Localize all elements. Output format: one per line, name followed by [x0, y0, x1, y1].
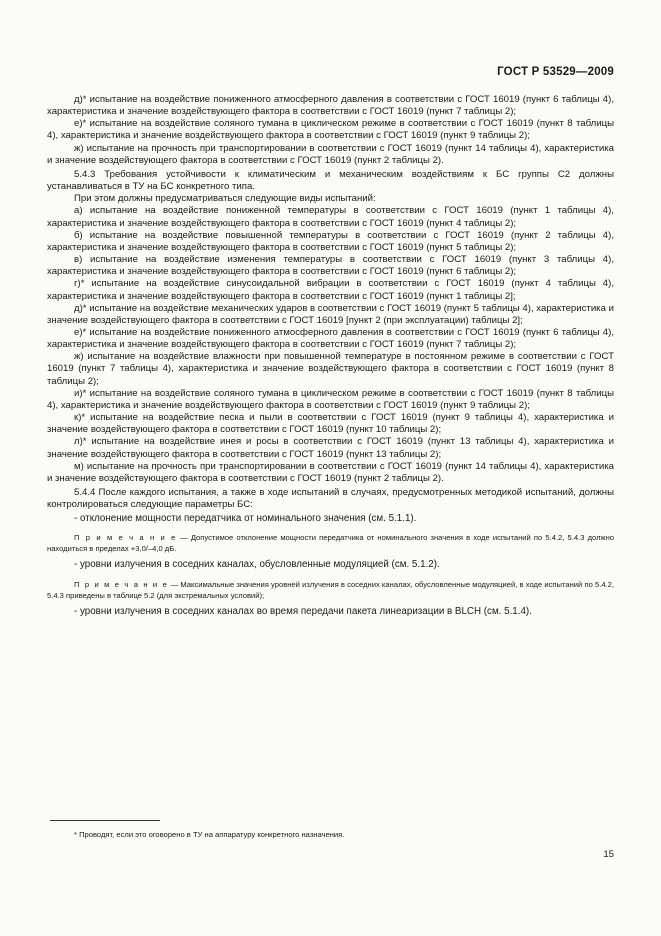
list-item-power-deviation: - отклонение мощности передатчика от номинального значения (см. 5.1.1). [74, 513, 417, 525]
paragraph-b-high-temp: б) испытание на воздействие повышенной температуры в соответствии с ГОСТ 16019 (пункт 2 таблицы 4), характеристика и значение воздействующего фактора в соответствии с ГОСТ 16019 (пункт 5 таблицы 2); [47, 229, 614, 253]
paragraph-l-frost-dew: л)* испытание на воздействие инея и росы в соответствии с ГОСТ 16019 (пункт 13 таблицы 4), характеристика и значение воздействующего фактора в соответствии с ГОСТ 16019 (пункт 13 таблицы 2); [47, 436, 614, 460]
paragraph-5-4-4: 5.4.4 После каждого испытания, а также в ходе испытаний в случаях, предусмотренных методикой испытаний, должны контролироваться следующие параметры БС: [47, 487, 614, 511]
paragraph-v-temp-change: в) испытание на воздействие изменения температуры в соответствии с ГОСТ 16019 (пункт 3 таблицы 4), характеристика и значение воздействующего фактора в соответствии с ГОСТ 16019 (пункт 6 таблицы 2); [47, 254, 614, 278]
paragraph-k-sand-dust: к)* испытание на воздействие песка и пыли в соответствии с ГОСТ 16019 (пункт 9 таблицы 4), характеристика и значение воздействующего фактора в соответствии с ГОСТ 16019 (пункт 10 таблицы 2); [47, 412, 614, 436]
document-page [47, 0, 614, 936]
note-label: П р и м е ч а н и е [74, 533, 177, 543]
paragraph-e-salt-fog: е)* испытание на воздействие соляного тумана в циклическом режиме в соответствии с ГОСТ 16019 (пункт 8 таблицы 4), характеристика и значение воздействующего фактора в соответствии с ГОСТ 16019 (пункт 9 таблицы 2); [47, 118, 614, 142]
note-text: — Допустимое отклонение мощности передатчика от номинального значения в ходе испытаний по 5.4.2, 5.4.3 должно находиться в пределах +3,0/–4,0 дБ. [47, 533, 614, 554]
note-text: — Максимальные значения уровней излучения в соседних каналах, обусловленные модуляцией, в ходе испытаний по 5.4.2, 5.4.3 приведены в таблице 5.2 (для экстремальных условий); [47, 579, 614, 600]
paragraph-5-4-3: 5.4.3 Требования устойчивости к климатическим и механическим воздействиям к БС группы С2 должны устанавливаться в ТУ на БС конкретного типа. [47, 168, 614, 193]
list-item-adjacent-modulation: - уровни излучения в соседних каналах, обусловленные модуляцией (см. 5.1.2). [74, 559, 440, 571]
list-item-adjacent-blch: - уровни излучения в соседних каналах во время передачи пакета линеаризации в BLCH (см. 5.1.4). [74, 605, 532, 617]
note-power-deviation [47, 532, 614, 554]
paragraph-d-shock: д)* испытание на воздействие механических ударов в соответствии с ГОСТ 16019 (пункт 5 таблицы 4), характеристика и значение воздействующего фактора в соответствии с ГОСТ 16019 [пункт 2 (при эксплуатации) таблицы 2]; [47, 302, 614, 326]
footnote: * Проводят, если это оговорено в ТУ на аппаратуру конкретного назначения. [74, 830, 345, 839]
paragraph-g-vibration: г)* испытание на воздействие синусоидальной вибрации в соответствии с ГОСТ 16019 (пункт 4 таблицы 4), характеристика и значение воздействующего фактора в соответствии с ГОСТ 16019 (пункт 1 таблицы 2]; [47, 278, 614, 302]
note-label: П р и м е ч а н и е [74, 579, 169, 589]
paragraph-a-low-temp: а) испытание на воздействие пониженной температуры в соответствии с ГОСТ 16019 (пункт 1 таблицы 4), характеристика и значение воздействующего фактора в соответствии с ГОСТ 16019 (пункт 4 таблицы 2); [47, 205, 614, 229]
paragraph-zh-humidity: ж) испытание на воздействие влажности при повышенной температуре в постоянном режиме в соответствии с ГОСТ 16019 (пункт 7 таблицы 4), характеристика и значение воздействующего фактора в соответствии с ГОСТ 16019 (пункт 8 таблицы 2); [47, 351, 614, 387]
note-adjacent-levels [47, 579, 614, 601]
paragraph-zh-transport: ж) испытание на прочность при транспортировании в соответствии с ГОСТ 16019 (пункт 14 таблицы 4), характеристика и значение воздействующего фактора в соответствии с ГОСТ 16019 (пункт 2 таблицы 2). [47, 142, 614, 166]
footnote-divider [50, 820, 160, 821]
document-body [47, 94, 614, 618]
paragraph-d-pressure: д)* испытание на воздействие пониженного атмосферного давления в соответствии с ГОСТ 16019 (пункт 6 таблицы 4), характеристика и значение воздействующего фактора в соответствии с ГОСТ 16019 (пункт 7 таблицы 2); [47, 94, 614, 118]
page-number: 15 [603, 849, 614, 860]
paragraph-i-salt-fog: и)* испытание на воздействие соляного тумана в циклическом режиме в соответствии с ГОСТ 16019 (пункт 8 таблицы 4), характеристика и значение воздействующего фактора в соответствии с ГОСТ 16019 (пункт 9 таблицы 2); [47, 387, 614, 411]
document-header: ГОСТ Р 53529—2009 [497, 66, 614, 78]
paragraph-m-transport: м) испытание на прочность при транспортировании в соответствии с ГОСТ 16019 (пункт 14 таблицы 4), характеристика и значение воздействующего фактора в соответствии с ГОСТ 16019 (пункт 2 таблицы 2). [47, 460, 614, 484]
paragraph-tests-intro: При этом должны предусматриваться следующие виды испытаний: [74, 193, 376, 205]
paragraph-e-pressure: е)* испытание на воздействие пониженного атмосферного давления в соответствии с ГОСТ 16019 (пункт 6 таблицы 4), характеристика и значение воздействующего фактора в соответствии с ГОСТ 16019 (пункт 7 таблицы 2); [47, 326, 614, 351]
